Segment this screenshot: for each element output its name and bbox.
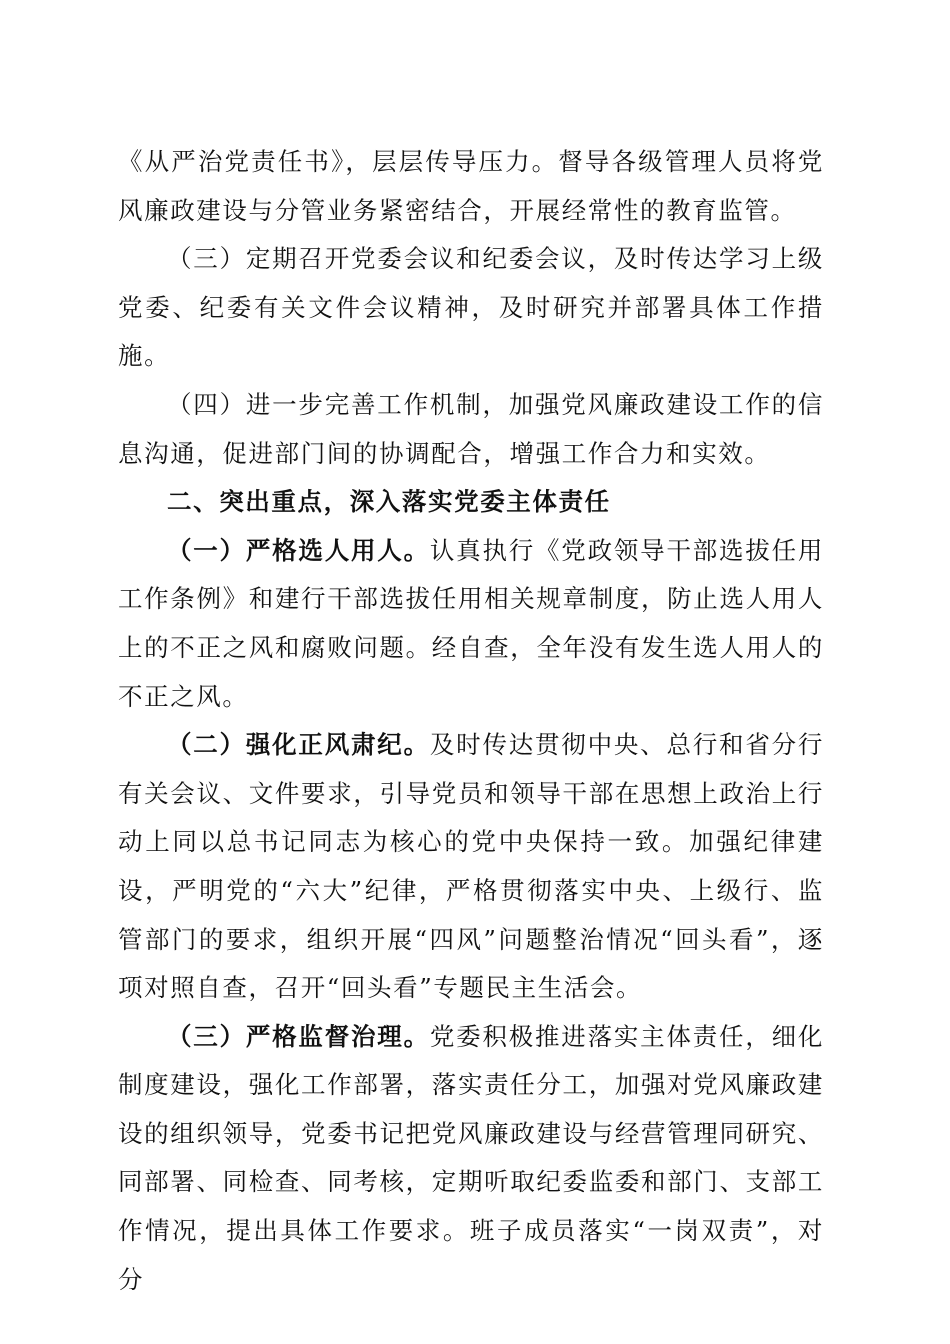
- paragraph-responsibility-letter: 《从严治党责任书》，层层传导压力。督导各级管理人员将党风廉政建设与分管业务紧密结合，开展经常性的教育监管。: [118, 147, 824, 225]
- paragraph-lead: （三）严格监督治理。: [167, 1021, 430, 1051]
- document-body: [118, 138, 824, 1304]
- paragraph-personnel-selection: [118, 527, 824, 721]
- paragraph-lead: （一）严格选人用人。: [167, 535, 430, 565]
- paragraph-discipline: [118, 721, 824, 1013]
- paragraph-lead: （二）强化正风肃纪。: [167, 730, 430, 760]
- paragraph-item-3-meetings: （三）定期召开党委会议和纪委会议，及时传达学习上级党委、纪委有关文件会议精神，及时研究并部署具体工作措施。: [118, 244, 824, 371]
- paragraph-body: 认真执行《党政领导干部选拔任用工作条例》和建行干部选拔任用相关规章制度，防止选人用人上的不正之风和腐败问题。经自查，全年没有发生选人用人的不正之风。: [118, 535, 824, 711]
- paragraph-body: 党委积极推进落实主体责任，细化制度建设，强化工作部署，落实责任分工，加强对党风廉政建设的组织领导，党委书记把党风廉政建设与经营管理同研究、同部署、同检查、同考核，定期听取纪委监委和部门、支部工作情况，提出具体工作要求。班子成员落实“一岗双责”，对分: [118, 1021, 824, 1294]
- section-heading-2: 二、突出重点，深入落实党委主体责任: [167, 487, 611, 517]
- paragraph-supervision: [118, 1013, 824, 1305]
- paragraph-item-4-mechanism: （四）进一步完善工作机制，加强党风廉政建设工作的信息沟通，促进部门间的协调配合，增强工作合力和实效。: [118, 389, 824, 468]
- paragraph-body: 及时传达贯彻中央、总行和省分行有关会议、文件要求，引导党员和领导干部在思想上政治上行动上同以总书记同志为核心的党中央保持一致。加强纪律建设，严明党的“六大”纪律，严格贯彻落实中央、上级行、监管部门的要求，组织开展“四风”问题整治情况“回头看”，逐项对照自查，召开“回头看”专题民主生活会。: [118, 730, 824, 1003]
